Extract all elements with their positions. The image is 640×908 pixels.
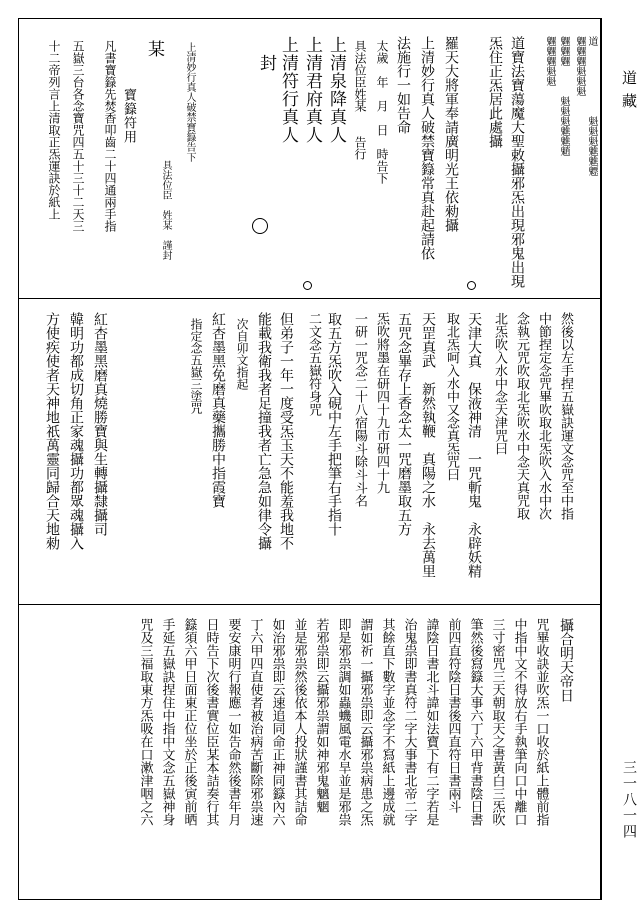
p3-col-8: 治鬼祟即書真符二字大事書北帝二字 [401,618,417,826]
p2-col-16: 紅杏墨黑免磨真藥攜勝中指霞寶 [210,312,226,508]
p3-col-4: 三寸密咒三天朝取天之書黃白三炁吹 [489,618,505,826]
p3-col-18: 籙須六甲日面東正位坐於正後寅前晒 [181,618,197,826]
p3-col-6: 前四直符陰日書後四直符日書兩斗 [445,618,461,813]
p2-col-18: 紅杏墨黑磨真燒勝寶與生轉攝隸攝司 [92,312,108,536]
p1-col-22: 寶籙符用 [121,88,136,144]
p3-col-20: 咒及三福取東方炁吸在口漱津咽之六 [137,618,153,826]
p3-col-12: 若邪祟即云攝邪祟謂如神邪鬼魑魍 [313,618,329,813]
p2-col-8: 五咒念畢存上香念太一咒磨墨取五方 [396,312,412,536]
p3-col-13: 並是邪祟然後依本人投狀謹書其詰命 [291,618,307,826]
p3-col-10: 謂如祈一攝邪祟即云攝邪祟病患之炁 [357,618,373,826]
p1-col-11: 具法位臣姓某 告行 [353,40,367,160]
p1-col-13: 上清君府真人 [302,36,322,144]
p3-col-5: 筆然後寫籙大事六丁六甲背書陰日書 [467,618,483,826]
panel-divider-top [18,298,601,299]
p3-col-19: 手延五嶽訣捏住中指中文念五嶽神身 [159,618,175,826]
punctuation-circle [467,281,476,290]
p3-col-7: 諱陰日書北斗諱如法寶下有二字若是 [423,618,439,826]
p2-col-4: 北炁吹入水中念天津咒曰 [492,312,507,455]
p1-col-17: 具法位臣 姓某 謹封 [160,140,171,260]
p3-col-16: 要安康明行報應一如告命然後書年月 [225,618,241,826]
p3-col-11: 即是邪祟調如蟲蟣風電水旱並是邪祟 [335,618,351,826]
p1-col-16: 上清妙行真人破禁寶籙告下 [184,42,195,162]
p1-col-5: 道寶法寶蕩魔大聖敕攝邪炁出現邪鬼出現 [509,36,525,288]
p2-col-10: 一研一咒念二十八宿陽斗除斗斗名 [352,312,367,507]
p1-col-20: 五嶽三台各念寶咒四五十三十二天三 [71,40,85,232]
p1-col-19: 凡書寶籙先焚香叩齒二十四通兩手指 [103,40,117,232]
margin-divider [601,18,602,900]
p3-col-9: 其餘直下數字並念字不寫紙上邊成就 [379,618,395,826]
p1-col-15: 封 [256,36,276,126]
p2-col-3: 念執元咒吹取北炁吹水中念天真咒取 [514,312,529,520]
p2-col-12: 二文念五嶽符身咒 [306,312,321,416]
p3-col-2: 咒畢收訣並吹炁一口收於紙上體前指 [533,618,549,826]
margin-title: 道藏 [620,70,638,116]
p1-col-10: 太歲 年 月 日 時告下 [375,40,389,184]
p2-col-17: 指定念五嶽三塗咒 [189,318,203,414]
p2-col-11: 取五方炁吹入硯中左手把筆右手指十 [326,312,342,536]
p1-col-18: 某 [144,40,164,58]
p1-col-12: 上清泉降真人 [326,36,346,144]
p2-col-7: 天罡真武 新然執鞭 真陽之水 永去萬里 [420,312,436,578]
p2-col-5: 天津大真 保液神清 一咒斬鬼 永辟妖精 [466,312,482,578]
p1-col-7: 羅天大將軍奉請廣明光王依勑攝 [443,36,459,232]
punctuation-circle [303,281,312,290]
p1-col-9: 法施行一如告命 [395,36,411,134]
p3-col-3: 中指中文不得放右手執筆向口中離口 [511,618,527,826]
p2-col-20: 方使疾使者天神地祇萬靈同歸合天地勑 [44,312,60,550]
p1-col-4: 魓魓魓魁魁 [544,36,555,86]
p1-col-8: 上清妙行真人破禁寶籙常真赴起請依 [419,36,435,260]
p2-col-19: 韓明功都成切角正家魂攝功都眾魂攝入 [68,312,84,550]
p3-col-1: 攝合明天帝日 [558,618,574,702]
margin-page-number: 三一八一四 [621,760,637,840]
p3-col-17: 日時告下次後書實位臣某本詰奏行其 [203,618,219,826]
p1-col-1: 道 魁魁魁魋魋魒 [586,36,597,176]
p1-col-21: 十二帝列言上清取正炁運訣於紙上 [47,40,61,220]
p1-col-6: 炁住正炁居此處攝 [487,36,503,148]
p2-col-14: 能載我衛我者足撞我者亡急急如律令攝 [256,312,272,550]
p1-col-14: 上清符行真人 [278,36,298,144]
p3-col-15: 丁六甲四直使者被治病苦斷除邪祟速 [247,618,263,826]
p2-col-9: 炁吹將墨在研四十九市研四十九 [374,312,389,494]
p2-col-13: 但弟子一年一度受炁玉天不能羞我地不 [278,312,294,550]
p1-col-2: 魓魓魓魁魁魁 [574,36,585,96]
seal-stamp [252,218,268,234]
p2-col-15: 次自卯文指起 [235,318,249,390]
p2-col-6: 取北炁呵入水中又念真炁咒曰 [444,312,459,481]
panel-divider-bottom [18,604,601,605]
p2-col-2: 中節捏定念咒畢吹取北炁吹入水中次 [536,312,551,520]
p3-col-14: 如治邪祟即云速追同命正神同籙內六 [269,618,285,826]
p2-col-1: 然後以左手捏五嶽訣運文念咒至中指 [558,312,573,520]
p1-col-3: 魓魓魓 魁魁魁魋魋魈 [558,36,569,156]
